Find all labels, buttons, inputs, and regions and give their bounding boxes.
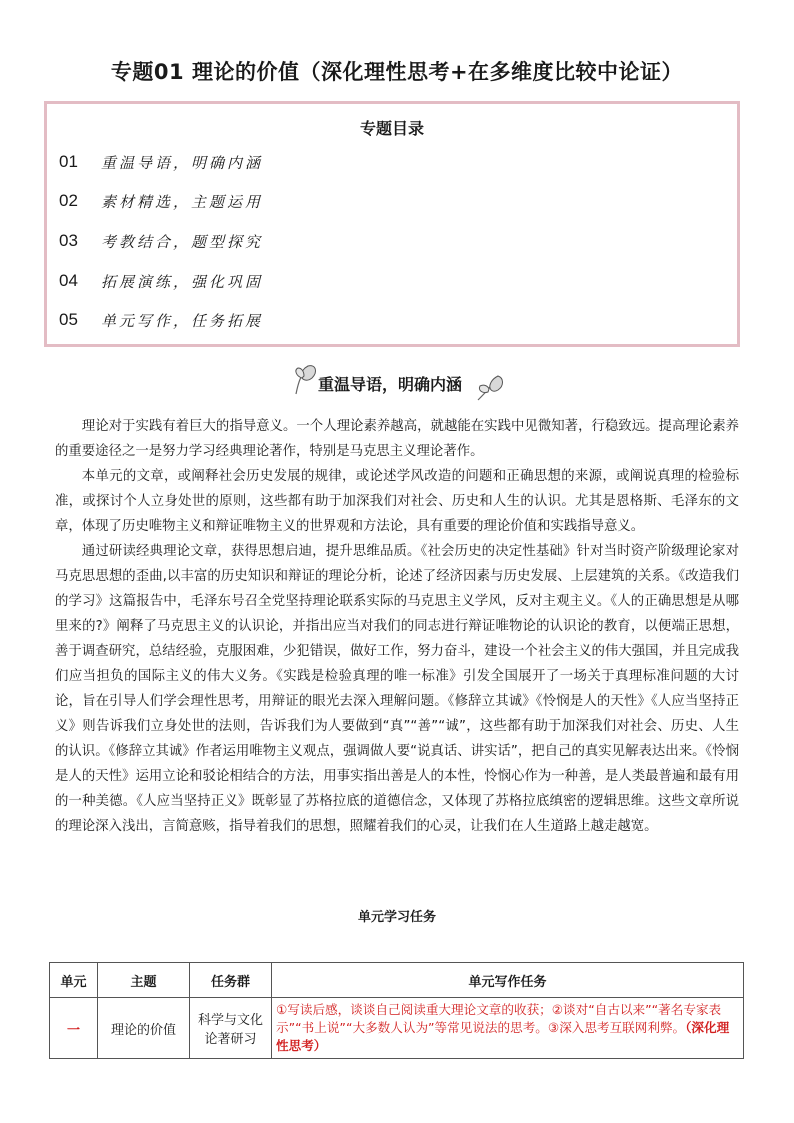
leaf-icon bbox=[292, 360, 320, 396]
task-caption: 单元学习任务 bbox=[357, 910, 436, 925]
section-title: 重温导语，明确内涵 bbox=[318, 375, 463, 394]
unit-task-table bbox=[49, 962, 744, 1059]
toc-item-number: 05 bbox=[59, 310, 78, 329]
intro-body bbox=[55, 414, 739, 839]
toc-item-label: 单元写作，任务拓展 bbox=[101, 311, 264, 330]
toc-item-number: 02 bbox=[59, 191, 78, 210]
toc-item bbox=[59, 150, 263, 174]
toc-item-label: 拓展演练，强化巩固 bbox=[101, 272, 264, 291]
toc-item bbox=[59, 269, 263, 293]
writing-task-tag: （深化理性思考） bbox=[276, 1020, 730, 1053]
toc-box bbox=[44, 101, 740, 347]
toc-item-number: 03 bbox=[59, 231, 78, 250]
toc-item-label: 重温导语，明确内涵 bbox=[101, 153, 264, 172]
toc-heading: 专题目录 bbox=[359, 119, 424, 138]
table-header-row bbox=[50, 963, 744, 998]
writing-task-text: ①写读后感，谈谈自己阅读重大理论文章的收获；②谈对“自古以来”“著名专家表示”“书上说”“大多数人认为”等常见说法的思考。③深入思考互联网利弊。 bbox=[276, 1002, 722, 1035]
section-header bbox=[292, 358, 512, 404]
page-title: 专题01 理论的价值（深化理性思考+在多维度比较中论证） bbox=[110, 60, 684, 84]
table-row bbox=[50, 998, 744, 1059]
cell-unit: 一 bbox=[50, 998, 98, 1059]
cell-writing-task bbox=[272, 998, 744, 1059]
toc-item-number: 01 bbox=[59, 152, 78, 171]
cell-theme: 理论的价值 bbox=[98, 998, 190, 1059]
toc-item bbox=[59, 229, 263, 253]
header-task-group: 任务群 bbox=[190, 963, 272, 998]
toc-item-label: 考教结合，题型探究 bbox=[101, 232, 264, 251]
toc-item-number: 04 bbox=[59, 271, 78, 290]
leaf-icon bbox=[476, 370, 506, 402]
toc-item bbox=[59, 308, 263, 332]
intro-paragraph: 理论对于实践有着巨大的指导意义。一个人理论素养越高，就越能在实践中见微知著，行稳致远。提高理论素养的重要途径之一是努力学习经典理论著作，特别是马克思主义理论著作。 bbox=[55, 419, 739, 459]
header-unit: 单元 bbox=[50, 963, 98, 998]
cell-task-group: 科学与文化论著研习 bbox=[190, 998, 272, 1059]
toc-item-label: 素材精选，主题运用 bbox=[101, 192, 264, 211]
toc-item bbox=[59, 189, 263, 213]
header-theme: 主题 bbox=[98, 963, 190, 998]
intro-paragraph: 本单元的文章，或阐释社会历史发展的规律，或论述学风改造的问题和正确思想的来源，或阐说真理的检验标准，或探讨个人立身处世的原则，这些都有助于加深我们对社会、历史和人生的认识。尤其是恩格斯、毛泽东的文章，体现了历史唯物主义和辩证唯物主义的世界观和方法论，具有重要的理论价值和实践指导意义。 bbox=[55, 469, 739, 534]
intro-paragraph: 通过研读经典理论文章，获得思想启迪，提升思维品质。《社会历史的决定性基础》针对当时资产阶级理论家对马克思思想的歪曲,以丰富的历史知识和辩证的理论分析，论述了经济因素与历史发展、上层建筑的关系。《改造我们的学习》这篇报告中，毛泽东号召全党坚持理论联系实际的马克思主义学风，反对主观主义。《人的正确思想是从哪里来的?》阐释了马克思主义的认识论，并指出应当对我们的同志进行辩证唯物论的认识论的教育，以便端正思想，善于调查研究，总结经验，克服困难，少犯错误，做好工作，努力奋斗，建设一个社会主义的伟大强国，并且完成我们应当担负的国际主义的伟大义务。《实践是检验真理的唯一标准》引发全国展开了一场关于真理标准问题的大讨论，旨在引导人们学会理性思考，用辩证的眼光去深入理解问题。《修辞立其诚》《怜悯是人的天性》《人应当坚持正义》则告诉我们立身处世的法则，告诉我们为人要做到“真”“善”“诚”，这些都有助于加深我们对社会、历史、人生的认识。《修辞立其诚》作者运用唯物主义观点，强调做人要“说真话、讲实话”，把自己的真实见解表达出来。《怜悯是人的天性》运用立论和驳论相结合的方法，用事实指出善是人的本性，怜悯心作为一种善，是人类最普遍和最有用的一种美德。《人应当坚持正义》既彰显了苏格拉底的道德信念，又体现了苏格拉底缜密的逻辑思维。这些文章所说的理论深入浅出，言简意赅，指导着我们的思想，照耀着我们的心灵，让我们在人生道路上越走越宽。 bbox=[55, 544, 739, 834]
header-writing-task: 单元写作任务 bbox=[272, 963, 744, 998]
